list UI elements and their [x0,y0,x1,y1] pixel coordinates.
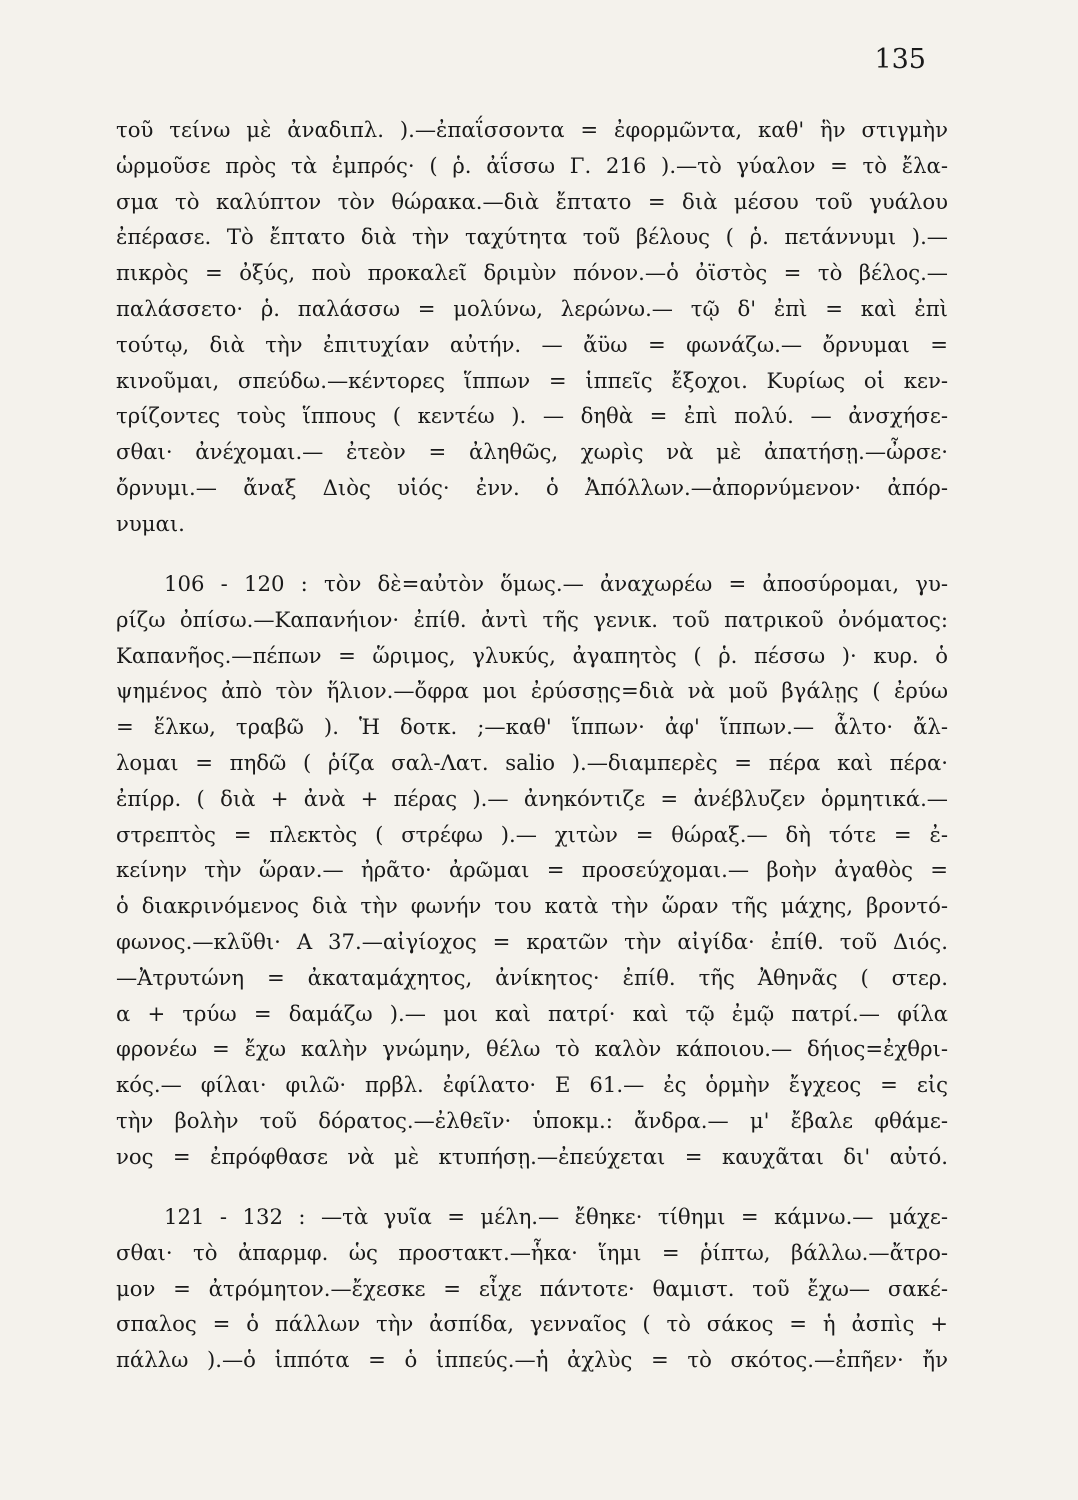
text-line: κινοῦμαι, σπεύδω.—κέντορες ἵππων = ἱππεῖς ἔξοχοι. Κυρίως οἱ κεν- [116,367,948,393]
text-line: ἐπέρασε. Τὸ ἔπτατο διὰ τὴν ταχύτητα τοῦ βέλους ( ῥ. πετάννυμι ).— [116,224,948,250]
commentary-paragraph-1 [116,112,948,542]
text-line: ρίζω ὀπίσω.—Καπανήιον· ἐπίθ. ἀντὶ τῆς γενικ. τοῦ πατρικοῦ ὀνόματος: [116,606,948,632]
text-line: κός.— φίλαι· φιλῶ· πρβλ. ἐφίλατο· Ε 61.— ἐς ὁρμὴν ἔγχεος = εἰς [116,1072,948,1098]
text-line: μον = ἀτρόμητον.—ἔχεσκε = εἶχε πάντοτε· θαμιστ. τοῦ ἔχω— σακέ- [116,1275,948,1301]
text-line: 121 - 132 : —τὰ γυῖα = μέλη.— ἔθηκε· τίθημι = κάμνω.— μάχε- [164,1204,948,1229]
text-line: λομαι = πηδῶ ( ῥίζα σαλ-Λατ. salio ).—διαμπερὲς = πέρα καὶ πέρα· [116,749,948,775]
text-line: φωνος.—κλῦθι· Α 37.—αἰγίοχος = κρατῶν τὴν αἰγίδα· ἐπίθ. τοῦ Διός. [116,928,948,954]
text-line: κείνην τὴν ὥραν.— ἠρᾶτο· ἀρῶμαι = προσεύχομαι.— βοὴν ἀγαθὸς = [116,857,948,883]
text-line: τοῦ τείνω μὲ ἀναδιπλ. ).—ἐπαΐσσοντα = ἐφορμῶντα, καθ' ἣν στιγμὴν [116,117,948,142]
text-line: ὄρνυμι.— ἄναξ Διὸς υἱός· ἐνν. ὁ Ἀπόλλων.—ἀπορνύμενον· ἀπόρ- [116,474,948,500]
text-line: —Ἀτρυτώνη = ἀκαταμάχητος, ἀνίκητος· ἐπίθ. τῆς Ἀθηνᾶς ( στερ. [116,964,948,990]
text-line: = ἕλκω, τραβῶ ). Ἡ δοτκ. ;—καθ' ἵππων· ἀφ' ἵππων.— ἆλτο· ἄλ- [116,714,948,740]
text-line: τούτῳ, διὰ τὴν ἐπιτυχίαν αὐτήν. — ἄϋω = φωνάζω.— ὄρνυμαι = [116,331,948,357]
text-line: σπαλος = ὁ πάλλων τὴν ἀσπίδα, γενναῖος ( τὸ σάκος = ἡ ἀσπὶς + [116,1311,948,1337]
text-line: στρεπτὸς = πλεκτὸς ( στρέφω ).— χιτὼν = θώραξ.— δὴ τότε = ἐ- [116,821,948,847]
text-line: νος = ἐπρόφθασε νὰ μὲ κτυπήσῃ.—ἐπεύχεται = καυχᾶται δι' αὐτό. [116,1143,948,1169]
text-line: φρονέω = ἔχω καλὴν γνώμην, θέλω τὸ καλὸν κάποιου.— δήιος=ἐχθρι- [116,1036,948,1062]
text-line: ὁ διακρινόμενος διὰ τὴν φωνήν του κατὰ τὴν ὥραν τῆς μάχης, βροντό- [116,893,948,919]
text-line: ἐπίρρ. ( διὰ + ἀνὰ + πέρας ).— ἀνηκόντιζε = ἀνέβλυζεν ὁρμητικά.— [116,785,948,811]
text-line: πάλλω ).—ὁ ἱππότα = ὁ ἱππεύς.—ἡ ἀχλὺς = τὸ σκότος.—ἐπῆεν· ἤν [116,1347,948,1373]
text-line: σθαι· τὸ ἀπαρμφ. ὡς προστακτ.—ἧκα· ἵημι = ῥίπτω, βάλλω.—ἄτρο- [116,1239,948,1265]
commentary-paragraph-3 [116,1199,948,1378]
text-line: ψημένος ἀπὸ τὸν ἥλιον.—ὄφρα μοι ἐρύσσῃς=διὰ νὰ μοῦ βγάλῃς ( ἐρύω [116,678,948,704]
text-line: Καπανῆος.—πέπων = ὥριμος, γλυκύς, ἀγαπητὸς ( ῥ. πέσσω )· κυρ. ὁ [116,642,948,668]
text-line: α + τρύω = δαμάζω ).— μοι καὶ πατρί· καὶ τῷ ἐμῷ πατρί.— φίλα [116,1000,948,1026]
text-line: παλάσσετο· ῥ. παλάσσω = μολύνω, λερώνω.— τῷ δ' ἐπὶ = καὶ ἐπὶ [116,295,948,321]
text-line: τὴν βολὴν τοῦ δόρατος.—ἐλθεῖν· ὑποκμ.: ἄνδρα.— μ' ἔβαλε φθάμε- [116,1107,948,1133]
text-line: ὡρμοῦσε πρὸς τὰ ἐμπρός· ( ῥ. ἀΐσσω Γ. 216 ).—τὸ γύαλον = τὸ ἔλα- [116,152,948,178]
text-line: 106 - 120 : τὸν δὲ=αὐτὸν ὅμως.— ἀναχωρέω = ἀποσύρομαι, γυ- [164,571,948,596]
text-line: τρίζοντες τοὺς ἵππους ( κεντέω ). — δηθὰ = ἐπὶ πολύ. — ἀνσχήσε- [116,403,948,429]
text-line: σμα τὸ καλύπτον τὸν θώρακα.—διὰ ἔπτατο = διὰ μέσου τοῦ γυάλου [116,188,948,214]
page-number: 135 [874,44,926,75]
text-line: σθαι· ἀνέχομαι.— ἐτεὸν = ἀληθῶς, χωρὶς νὰ μὲ ἀπατήσῃ.—ὦρσε· [116,439,948,465]
commentary-paragraph-2 [116,566,948,1175]
text-line: πικρὸς = ὀξύς, ποὺ προκαλεῖ δριμὺν πόνον.—ὁ ὀϊστὸς = τὸ βέλος.— [116,260,948,286]
text-line: νυμαι. [116,510,185,536]
